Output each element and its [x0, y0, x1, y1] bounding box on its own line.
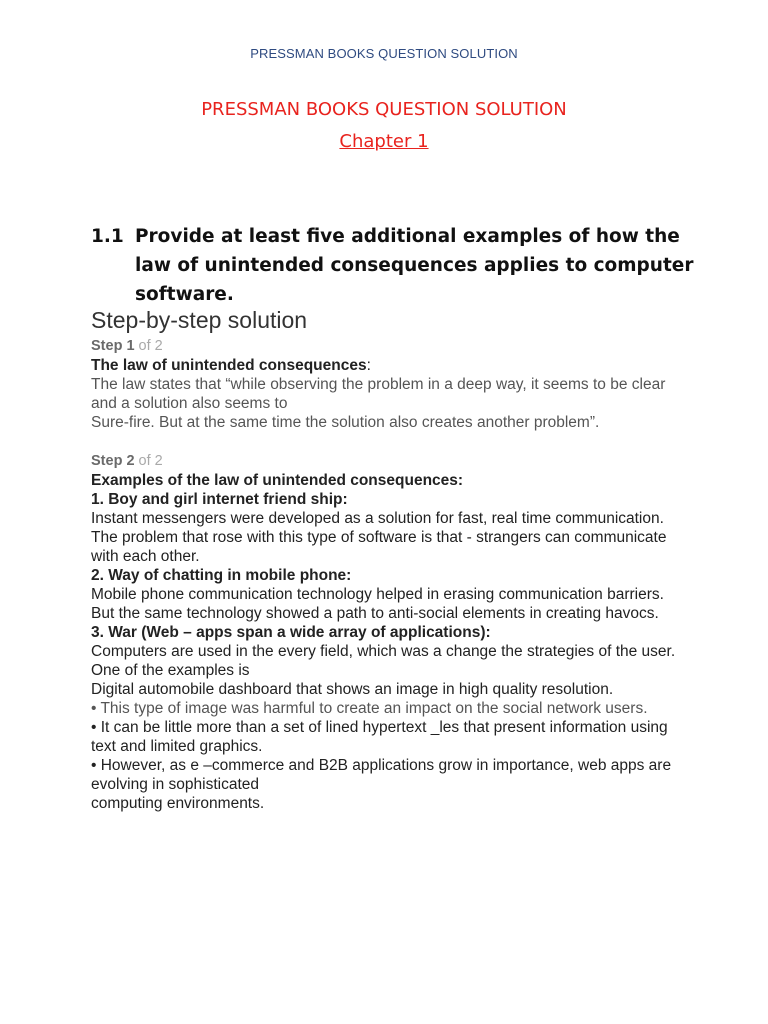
question-number: 1.1 [91, 226, 124, 247]
step-2-title: Examples of the law of unintended consequences: [91, 472, 464, 489]
step-2-of: of 2 [138, 453, 163, 469]
document-title: PRESSMAN BOOKS QUESTION SOLUTION [201, 99, 567, 120]
bullet-2: • It can be little more than a set of lined hypertext _les that present information using text and limited graphics. [91, 719, 668, 755]
step-1-title [91, 356, 691, 375]
example-3-title: 3. War (Web – apps span a wide array of applications): [91, 624, 491, 641]
title-block [0, 94, 768, 158]
step-1-label [91, 336, 691, 356]
example-3-para-2: Digital automobile dashboard that shows an image in high quality resolution. [91, 681, 614, 698]
example-1-para-1: Instant messengers were developed as a solution for fast, real time communication. [91, 510, 664, 527]
example-2-title: 2. Way of chatting in mobile phone: [91, 567, 352, 584]
bullet-3a: • However, as e –commerce and B2B applications grow in importance, web apps are evolving in sophisticated [91, 757, 672, 793]
example-1-title: 1. Boy and girl internet friend ship: [91, 491, 348, 508]
spacer [91, 432, 691, 451]
question-text: Provide at least five additional examples of how the law of unintended consequences applies to computer software. [135, 226, 694, 305]
step-1-of: of 2 [138, 338, 163, 354]
example-2-para-1: Mobile phone communication technology helped in erasing communication barriers. [91, 586, 664, 603]
example-3-para-1: Computers are used in the every field, which was a change the strategies of the user. One of the examples is [91, 643, 676, 679]
step-2-number: Step 2 [91, 453, 135, 469]
step-1-title-colon: : [366, 357, 371, 374]
running-header: PRESSMAN BOOKS QUESTION SOLUTION [250, 46, 518, 61]
solution-heading: Step-by-step solution [91, 307, 308, 333]
question [91, 222, 711, 309]
step-1-number: Step 1 [91, 338, 135, 354]
solution-body [91, 304, 691, 813]
example-1-para-2a: The problem that rose with this type of software is that - strangers can communicate [91, 529, 667, 546]
bullet-3b: computing environments. [91, 795, 265, 812]
chapter-title: Chapter 1 [339, 131, 429, 152]
step-1-line-2: Sure-fire. But at the same time the solution also creates another problem”. [91, 414, 600, 431]
step-1-line-1: The law states that “while observing the problem in a deep way, it seems to be clear and a solution also seems to [91, 376, 666, 412]
step-1-title-text: The law of unintended consequences [91, 357, 367, 374]
example-2-para-2: But the same technology showed a path to anti-social elements in creating havocs. [91, 605, 659, 622]
step-2-label [91, 451, 691, 471]
bullet-1: • This type of image was harmful to create an impact on the social network users. [91, 700, 648, 717]
example-1-para-2b: with each other. [91, 548, 200, 565]
